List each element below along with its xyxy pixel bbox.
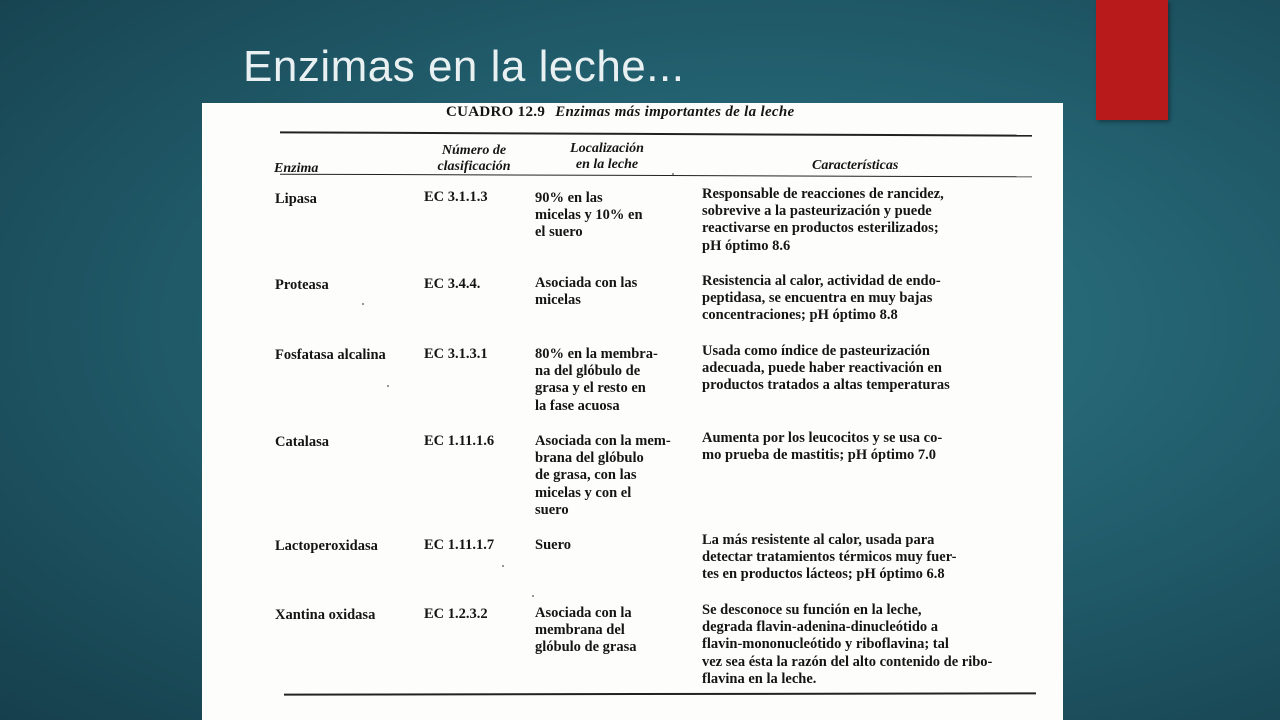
- top-rule: [280, 131, 1032, 136]
- scan-speck: [532, 595, 534, 597]
- bottom-rule: [284, 692, 1036, 695]
- row-catalasa-localizacion: Asociada con la mem- brana del glóbulo de grasa, con las micelas y con el suero: [535, 433, 671, 518]
- row-lipasa-localizacion: 90% en las micelas y 10% en el suero: [535, 190, 643, 241]
- row-proteasa-localizacion: Asociada con las micelas: [535, 275, 638, 309]
- row-proteasa-enzima: Proteasa: [275, 277, 329, 293]
- row-catalasa-caracteristicas: Aumenta por los leucocitos y se usa co- mo prueba de mastitis; pH óptimo 7.0: [702, 430, 943, 464]
- row-fosfatasa-localizacion: 80% en la membra- na del glóbulo de grasa y el resto en la fase acuosa: [535, 346, 658, 414]
- scan-speck: [362, 303, 364, 305]
- row-catalasa-enzima: Catalasa: [275, 434, 329, 450]
- row-proteasa-caracteristicas: Resistencia al calor, actividad de endo- peptidasa, se encuentra en muy bajas concentraciones; pH óptimo 8.8: [702, 273, 941, 324]
- row-lactoperoxidasa-numero: EC 1.11.1.7: [424, 537, 495, 553]
- row-lipasa-numero: EC 3.1.1.3: [424, 189, 488, 205]
- header-caracteristicas: Características: [812, 158, 899, 173]
- accent-bar: [1096, 0, 1168, 120]
- header-localizacion: Localización en la leche: [570, 141, 644, 172]
- row-lactoperoxidasa-caracteristicas: La más resistente al calor, usada para detectar tratamientos térmicos muy fuer- tes en productos lácteos; pH óptimo 6.8: [702, 532, 957, 583]
- caption-number: CUADRO 12.9: [446, 104, 546, 120]
- row-lipasa-caracteristicas: Responsable de reacciones de rancidez, sobrevive a la pasteurización y puede reactivarse en productos esterilizados; pH óptimo 8.6: [702, 186, 944, 254]
- table-caption: [446, 104, 794, 121]
- row-fosfatasa-enzima: Fosfatasa alcalina: [275, 347, 386, 363]
- header-numero: Número de clasificación: [437, 143, 511, 174]
- slide-title: Enzimas en la leche...: [243, 42, 685, 91]
- row-xantina-caracteristicas: Se desconoce su función en la leche, degrada flavin-adenina-dinucleótido a flavin-mononucleótido y riboflavina; tal vez sea ésta la razón del alto contenido de ribo- flavina en la leche.: [702, 602, 993, 687]
- row-lactoperoxidasa-localizacion: Suero: [535, 537, 571, 553]
- row-proteasa-numero: EC 3.4.4.: [424, 276, 481, 292]
- row-lactoperoxidasa-enzima: Lactoperoxidasa: [275, 538, 378, 554]
- scanned-table: [202, 103, 1063, 720]
- row-fosfatasa-caracteristicas: Usada como índice de pasteurización adecuada, puede haber reactivación en productos tratados a altas temperaturas: [702, 343, 950, 394]
- row-catalasa-numero: EC 1.11.1.6: [424, 433, 495, 449]
- row-xantina-localizacion: Asociada con la membrana del glóbulo de grasa: [535, 605, 637, 656]
- row-lipasa-enzima: Lipasa: [275, 191, 317, 207]
- scan-speck: [502, 565, 504, 567]
- header-rule: [280, 174, 1032, 178]
- scan-speck: [672, 173, 674, 175]
- row-xantina-numero: EC 1.2.3.2: [424, 606, 488, 622]
- caption-title: Enzimas más importantes de la leche: [555, 104, 795, 120]
- row-xantina-enzima: Xantina oxidasa: [275, 607, 376, 623]
- scan-speck: [387, 385, 389, 387]
- row-fosfatasa-numero: EC 3.1.3.1: [424, 346, 488, 362]
- header-enzima: Enzima: [274, 161, 319, 176]
